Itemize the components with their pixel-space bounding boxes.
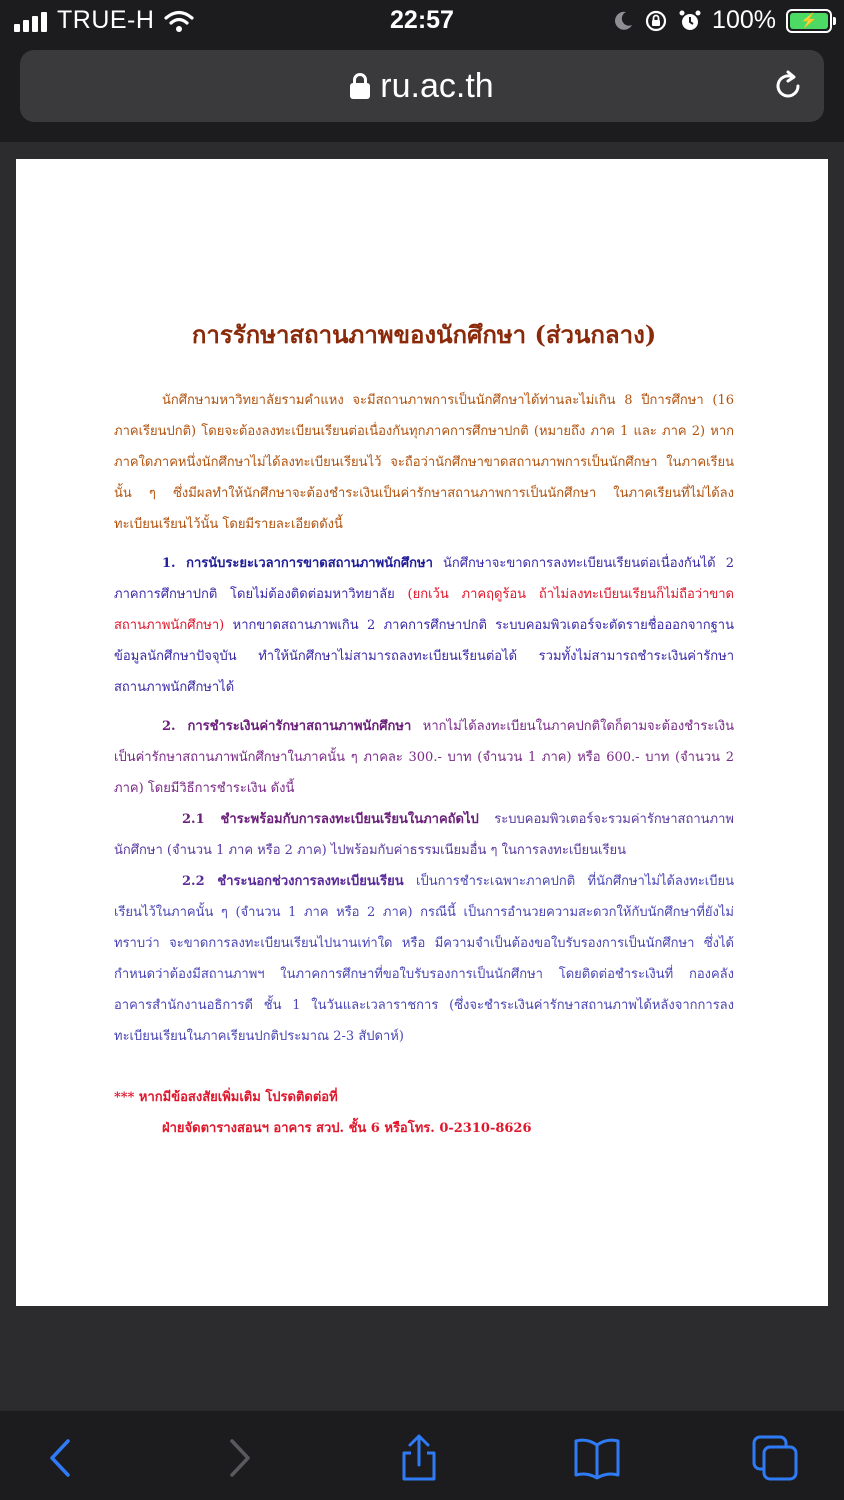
web-content[interactable] [0,142,844,1410]
section-2-heading: 2. การชำระเงินค่ารักษาสถานภาพนักศึกษา [162,719,412,734]
contact-note [114,1082,734,1144]
section-1-text-a: นักศึกษาจะขาดการลงทะเบียนเรียนต่อเนื่องกันได้ 2 ภาคการศึกษาปกติ โดยไม่ต้องติดต่อมหาวิทยาลัย [114,556,734,602]
subsection-2-2 [114,866,734,1052]
status-right [612,6,832,35]
subsection-2-2-heading: 2.2 ชำระนอกช่วงการลงทะเบียนเรียน [182,874,404,889]
document-body [114,319,734,1144]
section-1-heading: 1. การนับระยะเวลาการขาดสถานภาพนักศึกษา [162,556,433,571]
orientation-lock-icon [644,9,668,33]
alarm-icon [678,9,702,33]
section-1-exception: (ยกเว้น ภาคฤดูร้อน ถ้าไม่ลงทะเบียนเรียนก็ไม่ถือว่าขาดสถานภาพนักศึกษา) [114,587,734,633]
section-2 [114,711,734,804]
reload-icon[interactable] [770,68,806,104]
browser-address-area [0,44,844,142]
lock-icon [350,73,370,99]
section-1-text-b: หากขาดสถานภาพเกิน 2 ภาคการศึกษาปกติ ระบบคอมพิวเตอร์จะตัดรายชื่อออกจากฐานข้อมูลนักศึกษาปัจจุบัน ทำให้นักศึกษาไม่สามารถลงทะเบียนเรียนต่อได้ รวมทั้งไม่สามารถชำระเงินค่ารักษาสถานภาพนักศึกษาได้ [114,618,734,695]
contact-line-1: *** หากมีข้อสงสัยเพิ่มเติม โปรดติดต่อที่ [114,1090,338,1105]
url-text[interactable]: ru.ac.th [380,66,494,105]
subsection-2-1-heading: 2.1 ชำระพร้อมกับการลงทะเบียนเรียนในภาคถัดไป [182,812,479,827]
document-page [16,159,828,1306]
document-title: การรักษาสถานภาพของนักศึกษา (ส่วนกลาง) [191,320,657,349]
address-bar[interactable] [20,50,824,122]
subsection-2-1 [114,804,734,866]
section-2-text: หากไม่ได้ลงทะเบียนในภาคปกติใดก็ตามจะต้องชำระเงินเป็นค่ารักษาสถานภาพนักศึกษาในภาคนั้น ๆ ภาคละ 300.- บาท (จำนวน 1 ภาค) หรือ 600.- บาท (จำนวน 2 ภาค) โดยมีวิธีการชำระเงิน ดังนี้ [114,719,734,796]
clock: 22:57 [390,6,454,34]
battery-percent: 100% [712,6,776,34]
address-display[interactable] [20,50,824,122]
contact-line-2: ฝ่ายจัดตารางสอนฯ อาคาร สวป. ชั้น 6 หรือโทร. 0-2310-8626 [162,1121,532,1136]
share-icon[interactable] [394,1433,444,1483]
tabs-icon[interactable] [750,1433,800,1483]
subsection-2-1-text: ระบบคอมพิวเตอร์จะรวมค่ารักษาสถานภาพนักศึกษา (จำนวน 1 ภาค หรือ 2 ภาค) ไปพร้อมกับค่าธรรมเนียมอื่น ๆ ในการลงทะเบียนเรียน [114,812,734,858]
back-icon[interactable] [36,1433,86,1483]
forward-icon[interactable] [214,1433,264,1483]
status-bar [0,0,844,44]
subsection-2-2-text: เป็นการชำระเฉพาะภาคปกติ ที่นักศึกษาไม่ได้ลงทะเบียนเรียนไว้ในภาคนั้น ๆ (จำนวน 1 ภาค หรือ 2 ภาค) กรณีนี้ เป็นการอำนวยความสะดวกให้กับนักศึกษาที่ยังไม่ทราบว่า จะขาดการลงทะเบียนเรียนไปนานเท่าใด หรือ มีความจำเป็นต้องขอใบรับรองการเป็นนักศึกษา ซึ่งได้กำหนดว่าต้องมีสถานภาพฯ ในภาคการศึกษาที่ขอใบรับรองการเป็นนักศึกษา โดยติดต่อชำระเงินที่ กองคลัง อาคารสำนักงานอธิการดี ชั้น 1 ในวันและเวลาราชการ (ซึ่งจะชำระเงินค่ารักษาสถานภาพได้หลังจากการลงทะเบียนเรียนในภาคเรียนปกติประมาณ 2-3 สัปดาห์) [114,874,735,1044]
intro-paragraph: นักศึกษามหาวิทยาลัยรามคำแหง จะมีสถานภาพการเป็นนักศึกษาได้ท่านละไม่เกิน 8 ปีการศึกษา (16 ภาคเรียนปกติ) โดยจะต้องลงทะเบียนเรียนต่อเนื่องกันทุกภาคการศึกษาปกติ (หมายถึง ภาค 1 และ ภาค 2) หากภาคใดภาคหนึ่งนักศึกษาไม่ได้ลงทะเบียนเรียนไว้ จะถือว่านักศึกษาขาดสถานภาพการเป็นนักศึกษา ในภาคเรียนนั้น ๆ ซึ่งมีผลทำให้นักศึกษาจะต้องชำระเงินเป็นค่ารักษาสถานภาพการเป็นนักศึกษา ในภาคเรียนที่ไม่ได้ลงทะเบียนเรียนไว้นั้น โดยมีรายละเอียดดังนี้ [114,393,734,532]
moon-icon [612,10,634,32]
carrier-name: TRUE-H [57,6,155,34]
charging-bolt-icon: ⚡ [790,13,828,29]
battery-icon [786,9,832,33]
section-1 [114,548,734,703]
browser-toolbar [0,1410,844,1500]
bookmarks-icon[interactable] [572,1433,622,1483]
